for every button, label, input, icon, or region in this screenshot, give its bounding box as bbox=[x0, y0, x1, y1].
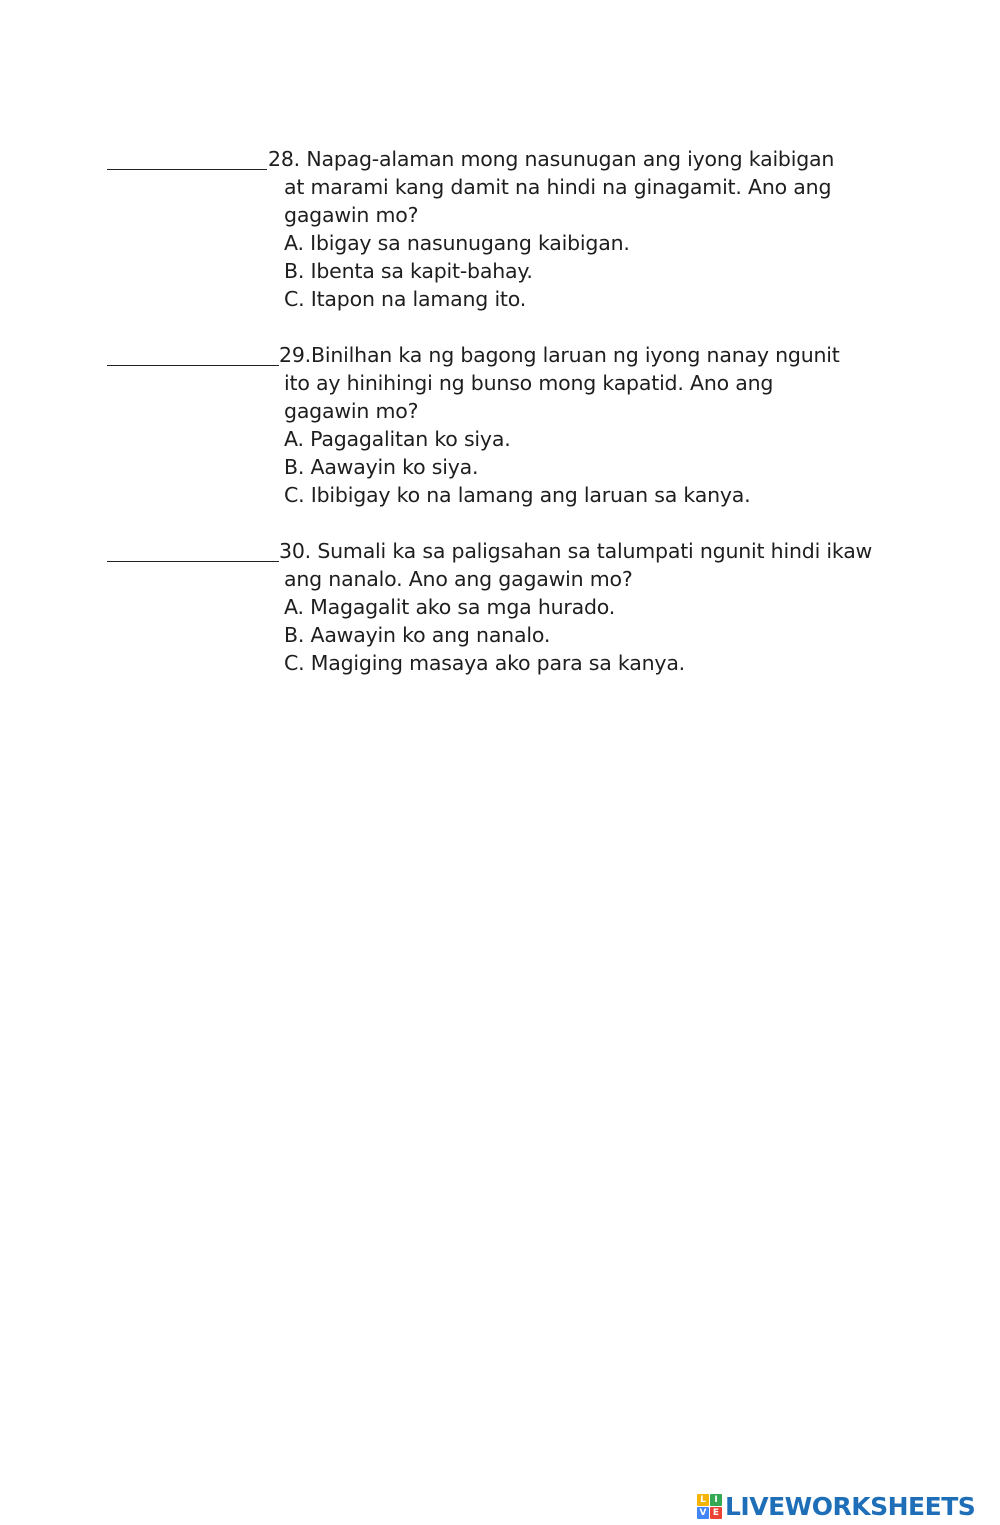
choice-28-b: B. Ibenta sa kapit-bahay. bbox=[284, 259, 533, 283]
logo-mark-letter: V bbox=[697, 1507, 709, 1519]
answer-blank-30[interactable] bbox=[107, 561, 279, 562]
question-29-line: gagawin mo? bbox=[284, 399, 419, 423]
question-29-line: ito ay hinihingi ng bunso mong kapatid. Ano ang bbox=[284, 371, 774, 395]
logo-mark-letter: L bbox=[697, 1494, 709, 1506]
choice-29-c: C. Ibibigay ko na lamang ang laruan sa kanya. bbox=[284, 483, 751, 507]
choice-30-a: A. Magagalit ako sa mga hurado. bbox=[284, 595, 616, 619]
choice-30-c: C. Magiging masaya ako para sa kanya. bbox=[284, 651, 685, 675]
logo-mark-letter: E bbox=[710, 1507, 722, 1519]
choice-28-a: A. Ibigay sa nasunugang kaibigan. bbox=[284, 231, 630, 255]
logo-mark-icon bbox=[697, 1494, 722, 1519]
answer-blank-29[interactable] bbox=[107, 365, 279, 366]
choice-29-b: B. Aawayin ko siya. bbox=[284, 455, 479, 479]
question-30-text: 30. Sumali ka sa paligsahan sa talumpati ngunit hindi ikaw bbox=[279, 539, 873, 563]
question-28-text: 28. Napag-alaman mong nasunugan ang iyong kaibigan bbox=[268, 147, 835, 171]
logo-text: LIVEWORKSHEETS bbox=[725, 1491, 976, 1521]
liveworksheets-logo bbox=[697, 1488, 975, 1524]
question-28-line: at marami kang damit na hindi na ginagamit. Ano ang bbox=[284, 175, 832, 199]
choice-30-b: B. Aawayin ko ang nanalo. bbox=[284, 623, 551, 647]
question-28-line: gagawin mo? bbox=[284, 203, 419, 227]
answer-blank-28[interactable] bbox=[107, 169, 267, 170]
logo-mark-letter: I bbox=[710, 1494, 722, 1506]
question-29-text: 29.Binilhan ka ng bagong laruan ng iyong nanay ngunit bbox=[279, 343, 840, 367]
choice-29-a: A. Pagagalitan ko siya. bbox=[284, 427, 511, 451]
question-30-line: ang nanalo. Ano ang gagawin mo? bbox=[284, 567, 633, 591]
choice-28-c: C. Itapon na lamang ito. bbox=[284, 287, 527, 311]
